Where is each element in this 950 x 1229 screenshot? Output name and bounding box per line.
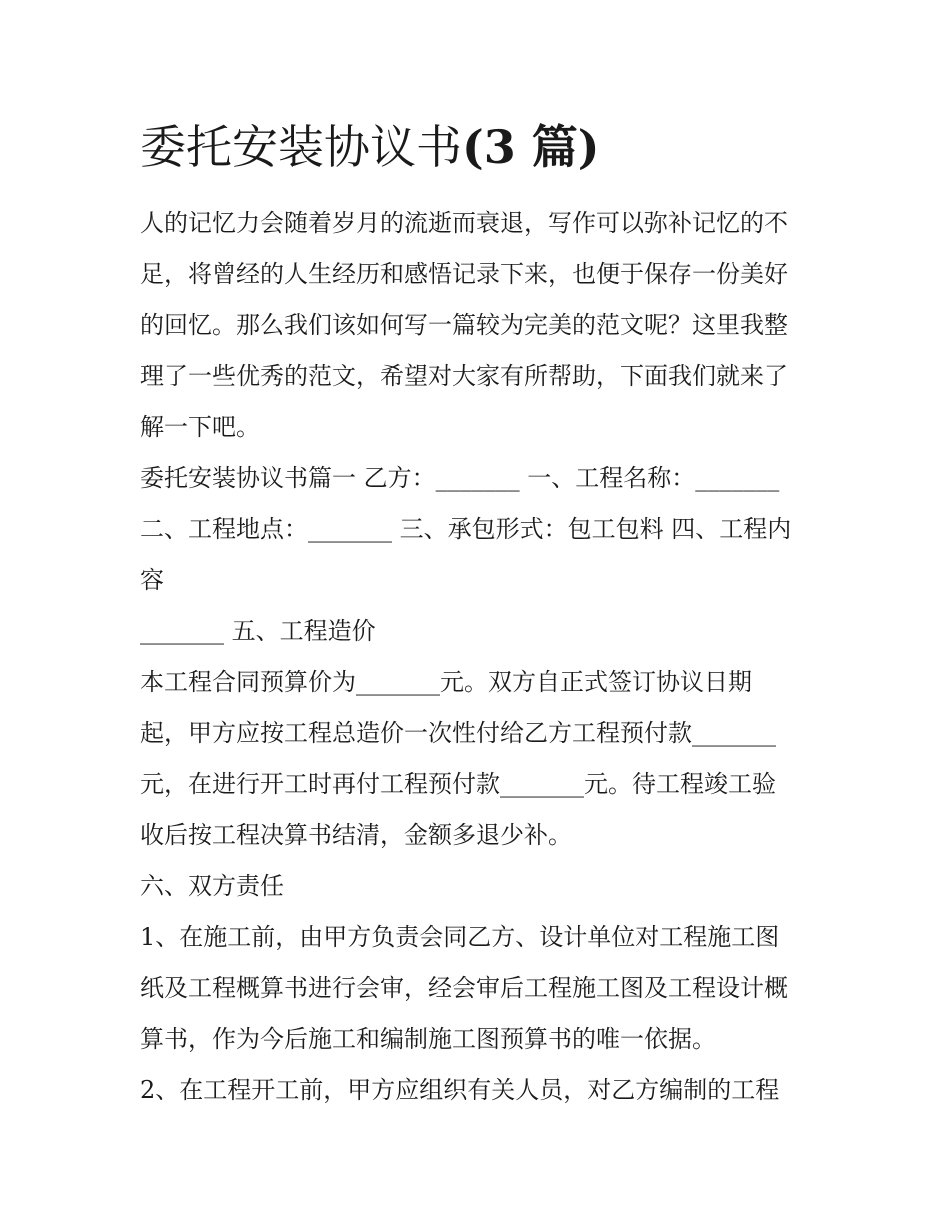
paragraph-line: _______ 五、工程造价 bbox=[140, 617, 376, 645]
paragraph-line: 足，将曾经的人生经历和感悟记录下来，也便于保存一份美好 bbox=[140, 260, 788, 288]
paragraph-line: 起，甲方应按工程总造价一次性付给乙方工程预付款_______ bbox=[140, 719, 776, 747]
paragraph-line: 理了一些优秀的范文，希望对大家有所帮助，下面我们就来了 bbox=[140, 362, 788, 390]
paragraph-line: 人的记忆力会随着岁月的流逝而衰退，写作可以弥补记忆的不 bbox=[140, 209, 788, 237]
paragraph-line: 算书，作为今后施工和编制施工图预算书的唯一依据。 bbox=[140, 1025, 716, 1053]
paragraph-line: 本工程合同预算价为_______元。双方自正式签订协议日期 bbox=[140, 668, 752, 696]
title-suffix: (3 篇) bbox=[462, 120, 600, 174]
title-main: 委托安装协议书 bbox=[140, 120, 462, 174]
document-title bbox=[140, 112, 820, 182]
document-body bbox=[140, 198, 812, 1116]
paragraph-line: 解一下吧。 bbox=[140, 413, 260, 441]
paragraph-line: 六、双方责任 bbox=[140, 872, 284, 900]
paragraph-line: 1、在施工前，由甲方负责会同乙方、设计单位对工程施工图 bbox=[140, 923, 780, 951]
paragraph-line: 2、在工程开工前，甲方应组织有关人员，对乙方编制的工程 bbox=[140, 1076, 780, 1104]
paragraph-line: 二、工程地点：_______ 三、承包形式：包工包料 四、工程内 bbox=[140, 515, 792, 543]
paragraph-line: 元，在进行开工时再付工程预付款_______元。待工程竣工验 bbox=[140, 770, 776, 798]
paragraph-line: 收后按工程决算书结清，金额多退少补。 bbox=[140, 821, 572, 849]
paragraph-line: 纸及工程概算书进行会审，经会审后工程施工图及工程设计概 bbox=[140, 974, 788, 1002]
paragraph-line: 委托安装协议书篇一 乙方：_______ 一、工程名称：_______ bbox=[140, 464, 780, 492]
paragraph-line: 容 bbox=[140, 566, 164, 594]
paragraph-line: 的回忆。那么我们该如何写一篇较为完美的范文呢？这里我整 bbox=[140, 311, 788, 339]
